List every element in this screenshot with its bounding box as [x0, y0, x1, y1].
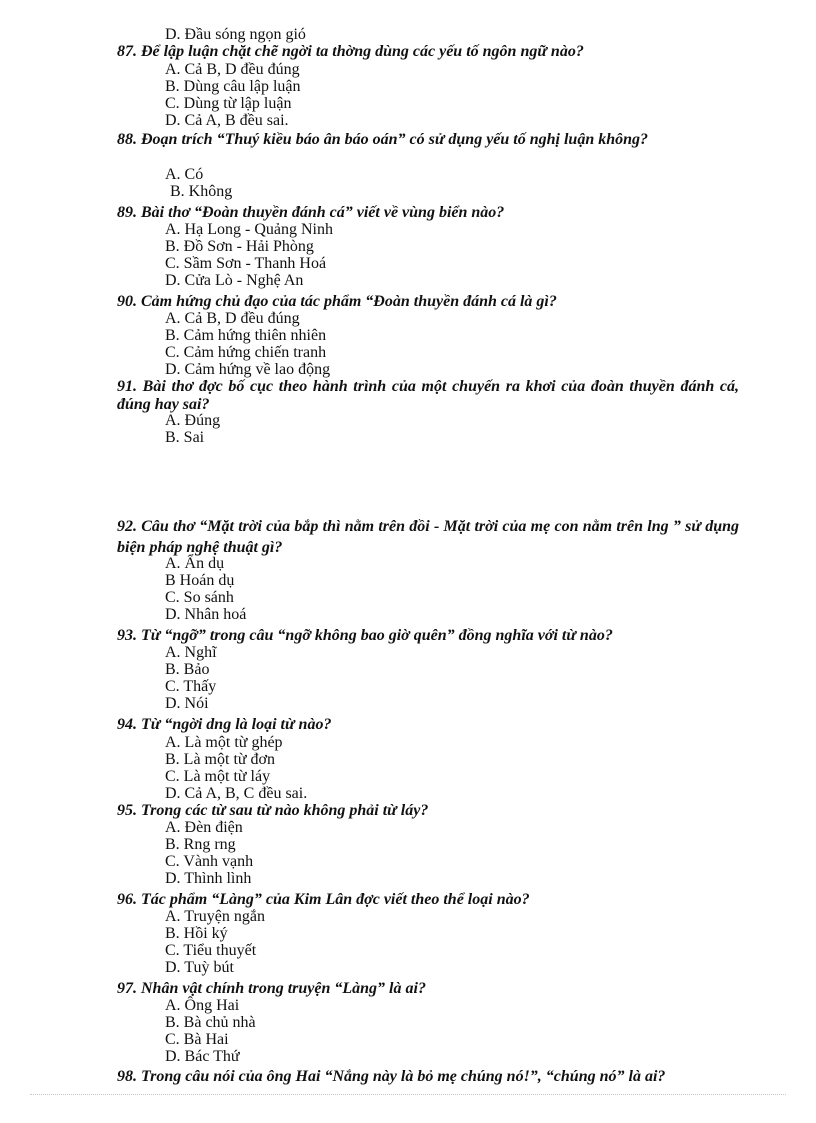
q94-option-c: C. Là một từ láy — [165, 768, 271, 785]
q87-option-c: C. Dùng từ lập luận — [165, 95, 292, 112]
q90-option-b: B. Cảm hứng thiên nhiên — [165, 327, 327, 344]
question-91: 91. Bài thơ đợc bố cục theo hành trình của một chuyến ra khơi của đoàn thuyền đánh cá, đúng hay sai? — [117, 378, 739, 413]
q89-option-d: D. Cửa Lò - Nghệ An — [165, 272, 304, 289]
q96-option-d: D. Tuỳ bút — [165, 959, 234, 976]
question-89: 89. Bài thơ “Đoàn thuyền đánh cá” viết về vùng biển nào? — [117, 204, 505, 221]
question-96: 96. Tác phẩm “Làng” của Kim Lân đợc viết theo thể loại nào? — [117, 891, 530, 908]
q89-option-a: A. Hạ Long - Quảng Ninh — [165, 221, 333, 238]
q95-option-d: D. Thình lình — [165, 870, 252, 887]
q91-option-a: A. Đúng — [165, 412, 221, 429]
q94-option-b: B. Là một từ đơn — [165, 751, 276, 768]
question-87: 87. Để lập luận chặt chẽ ngời ta thờng dùng các yếu tố ngôn ngữ nào? — [117, 43, 584, 60]
q93-option-c: C. Thấy — [165, 678, 217, 695]
q93-option-a: A. Nghĩ — [165, 644, 217, 661]
page-footer-divider — [30, 1094, 786, 1095]
q87-option-a: A. Cả B, D đều đúng — [165, 61, 300, 78]
q90-option-c: C. Cảm hứng chiến tranh — [165, 344, 327, 361]
q89-option-b: B. Đồ Sơn - Hải Phòng — [165, 238, 314, 255]
q94-option-d: D. Cả A, B, C đều sai. — [165, 785, 308, 802]
question-93: 93. Từ “ngỡ” trong câu “ngỡ không bao giờ quên” đồng nghĩa với từ nào? — [117, 627, 613, 644]
q92-option-b: B Hoán dụ — [165, 572, 235, 589]
q95-option-c: C. Vành vạnh — [165, 853, 254, 870]
q88-option-b: B. Không — [170, 183, 233, 200]
q92-option-c: C. So sánh — [165, 589, 234, 606]
q96-option-a: A. Truyện ngắn — [165, 908, 266, 925]
q90-option-d: D. Cảm hứng về lao động — [165, 361, 331, 378]
q93-option-d: D. Nói — [165, 695, 209, 712]
question-98: 98. Trong câu nói của ông Hai “Nắng này là bỏ mẹ chúng nó!”, “chúng nó” là ai? — [117, 1068, 666, 1085]
q96-option-b: B. Hồi ký — [165, 925, 228, 942]
question-95: 95. Trong các từ sau từ nào không phải từ láy? — [117, 802, 429, 819]
q88-option-a: A. Có — [165, 166, 204, 183]
q97-option-b: B. Bà chủ nhà — [165, 1014, 256, 1031]
q94-option-a: A. Là một từ ghép — [165, 734, 283, 751]
question-94: 94. Từ “ngời dng là loại từ nào? — [117, 716, 332, 733]
question-90: 90. Cảm hứng chủ đạo của tác phẩm “Đoàn thuyền đánh cá là gì? — [117, 293, 557, 310]
q97-option-a: A. Ông Hai — [165, 997, 240, 1014]
q87-option-d: D. Cả A, B đều sai. — [165, 112, 289, 129]
q92-option-d: D. Nhân hoá — [165, 606, 247, 623]
q87-option-b: B. Dùng câu lập luận — [165, 78, 301, 95]
q95-option-b: B. Rng rng — [165, 836, 236, 853]
question-97: 97. Nhân vật chính trong truyện “Làng” là ai? — [117, 980, 426, 997]
question-88: 88. Đoạn trích “Thuý kiều báo ân báo oán” có sử dụng yếu tố nghị luận không? — [117, 131, 649, 148]
q89-option-c: C. Sầm Sơn - Thanh Hoá — [165, 255, 327, 272]
q91-option-b: B. Sai — [165, 429, 205, 446]
q93-option-b: B. Bảo — [165, 661, 210, 678]
prev-question-option-d: D. Đầu sóng ngọn gió — [165, 26, 306, 43]
q95-option-a: A. Đèn điện — [165, 819, 243, 836]
q97-option-d: D. Bác Thứ — [165, 1048, 240, 1065]
q97-option-c: C. Bà Hai — [165, 1031, 229, 1048]
q90-option-a: A. Cả B, D đều đúng — [165, 310, 300, 327]
question-92: 92. Câu thơ “Mặt trời của bắp thì nằm trên đồi - Mặt trời của mẹ con nằm trên lng ” sử dụng biện pháp nghệ thuật gì? — [117, 518, 739, 556]
q92-option-a: A. Ẩn dụ — [165, 555, 225, 572]
q96-option-c: C. Tiểu thuyết — [165, 942, 257, 959]
